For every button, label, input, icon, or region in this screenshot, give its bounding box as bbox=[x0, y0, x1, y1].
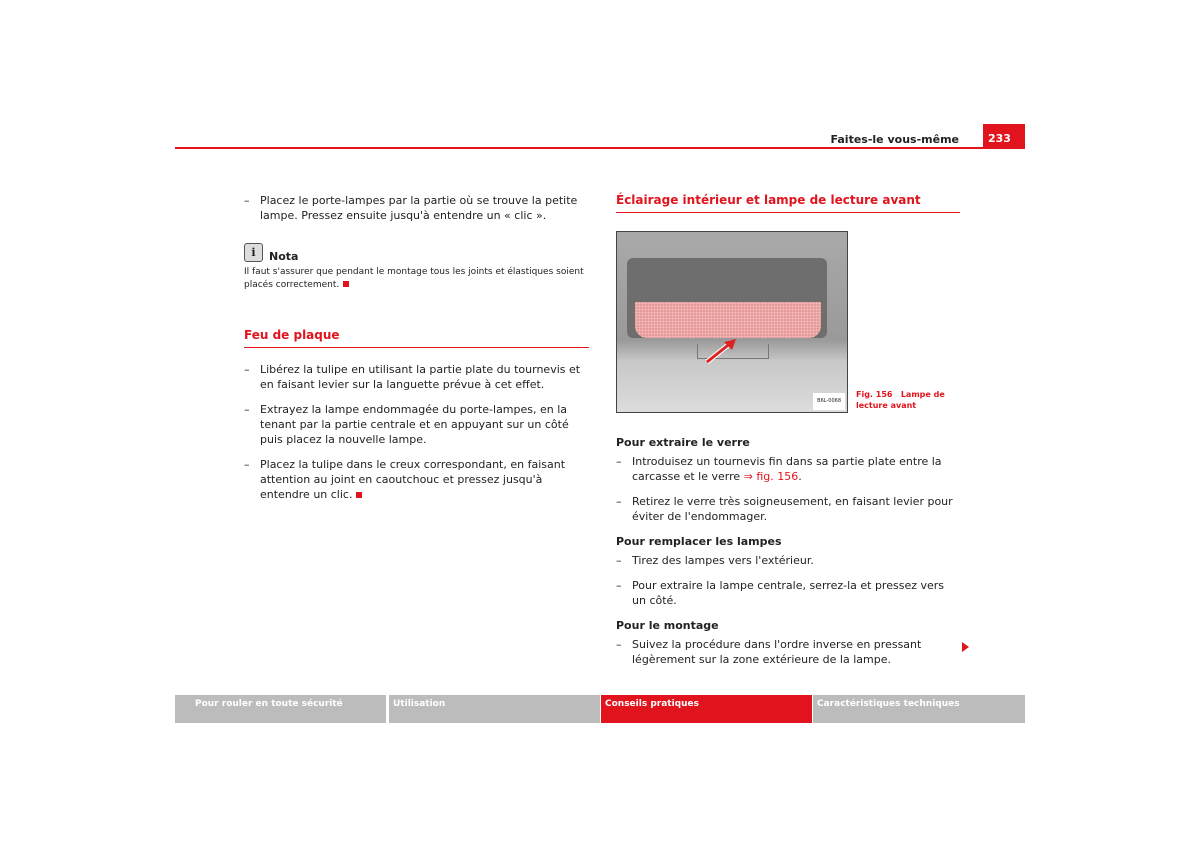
figure-image bbox=[616, 231, 848, 413]
left-column bbox=[244, 193, 589, 512]
right-column bbox=[616, 193, 960, 677]
section-title: Éclairage intérieur et lampe de lecture avant bbox=[616, 193, 960, 213]
tab-technical-specs[interactable]: Caractéristiques techniques bbox=[813, 695, 1025, 723]
section-title: Feu de plaque bbox=[244, 328, 589, 348]
continue-arrow-icon bbox=[962, 642, 969, 652]
list-item: – Retirez le verre très soigneusement, en faisant levier pour éviter de l'endommager. bbox=[616, 494, 960, 524]
end-marker-icon bbox=[343, 281, 349, 287]
list-item: – Placez le porte-lampes par la partie où se trouve la petite lampe. Pressez ensuite jusqu'à entendre un « clic ». bbox=[244, 193, 589, 223]
subheading: Pour extraire le verre bbox=[616, 436, 750, 449]
list-item: – Placez la tulipe dans le creux correspondant, en faisant attention au joint en caoutchouc et pressez jusqu'à entendre un clic. bbox=[244, 457, 589, 502]
figure-link[interactable]: ⇒ fig. 156 bbox=[743, 470, 799, 483]
figure-caption: Fig. 156 Lampe de lecture avant bbox=[856, 390, 945, 410]
note-text: Il faut s'assurer que pendant le montage tous les joints et élastiques soient placés correctement. bbox=[244, 267, 584, 290]
end-marker-icon bbox=[356, 492, 362, 498]
list-item: – Pour extraire la lampe centrale, serrez-la et pressez vers un côté. bbox=[616, 578, 960, 608]
figure-code: B6L-0068 bbox=[813, 393, 845, 410]
arrow-icon bbox=[702, 336, 742, 366]
list-item: – Introduisez un tournevis fin dans sa partie plate entre la carcasse et le verre ⇒ fig. 156. bbox=[616, 454, 960, 484]
list-item: – Extrayez la lampe endommagée du porte-lampes, en la tenant par la partie centrale et en appuyant sur un côté puis placez la nouvelle lampe. bbox=[244, 402, 589, 447]
tab-usage[interactable]: Utilisation bbox=[389, 695, 600, 723]
chapter-title: Faites-le vous-même bbox=[830, 133, 959, 146]
tab-safety[interactable]: Pour rouler en toute sécurité bbox=[175, 695, 386, 723]
subheading: Pour le montage bbox=[616, 619, 719, 632]
info-icon: i bbox=[244, 243, 263, 262]
note-title: Nota bbox=[269, 250, 299, 263]
list-item: – Tirez des lampes vers l'extérieur. bbox=[616, 553, 960, 568]
tab-practical-tips[interactable]: Conseils pratiques bbox=[601, 695, 812, 723]
list-item: – Suivez la procédure dans l'ordre inverse en pressant légèrement sur la zone extérieure de la lampe. bbox=[616, 637, 960, 667]
list-item: – Libérez la tulipe en utilisant la partie plate du tournevis et en faisant levier sur la languette prévue à cet effet. bbox=[244, 362, 589, 392]
page-number: 233 bbox=[983, 124, 1025, 148]
header-rule bbox=[175, 147, 1025, 149]
subheading: Pour remplacer les lampes bbox=[616, 535, 782, 548]
